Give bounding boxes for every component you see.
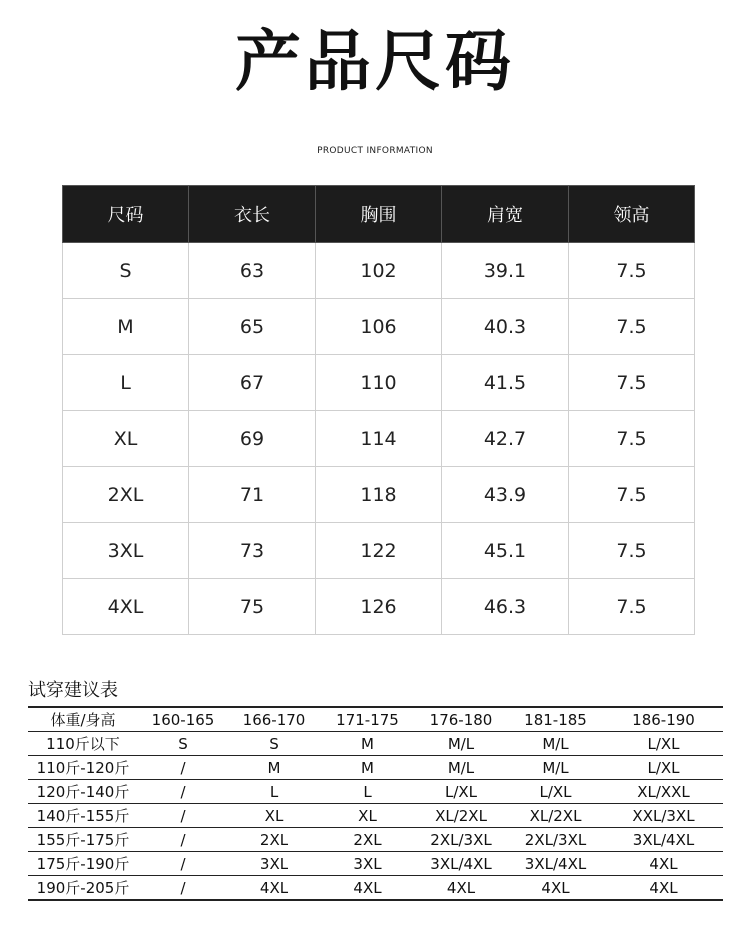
fit-cell: XL/XXL — [604, 780, 723, 804]
fit-cell: XL — [320, 804, 415, 828]
shoulder-cell: 39.1 — [442, 243, 569, 299]
shoulder-cell: 43.9 — [442, 467, 569, 523]
chest-cell: 118 — [316, 467, 442, 523]
shoulder-cell: 40.3 — [442, 299, 569, 355]
size-cell: S — [63, 243, 189, 299]
fit-cell: 3XL — [320, 852, 415, 876]
size-cell: 2XL — [63, 467, 189, 523]
chest-cell: 126 — [316, 579, 442, 635]
table-row — [28, 756, 723, 780]
length-cell: 65 — [189, 299, 316, 355]
collar-cell: 7.5 — [569, 299, 695, 355]
table-row — [63, 579, 695, 635]
size-header-cell: 胸围 — [316, 186, 442, 243]
size-header-cell: 衣长 — [189, 186, 316, 243]
fit-cell: 4XL — [228, 876, 320, 901]
size-header-cell: 领高 — [569, 186, 695, 243]
fit-cell: / — [138, 876, 228, 901]
fit-cell: 3XL/4XL — [415, 852, 507, 876]
fit-cell: 4XL — [604, 852, 723, 876]
size-table — [62, 185, 695, 635]
fit-cell: XL — [228, 804, 320, 828]
fit-cell: L/XL — [604, 756, 723, 780]
fit-header-cell: 186-190 — [604, 707, 723, 732]
fit-cell: 2XL/3XL — [415, 828, 507, 852]
table-row — [63, 299, 695, 355]
table-row — [28, 828, 723, 852]
collar-cell: 7.5 — [569, 243, 695, 299]
fit-header-cell: 171-175 — [320, 707, 415, 732]
fit-header-cell: 体重/身高 — [28, 707, 138, 732]
weight-cell: 110斤-120斤 — [28, 756, 138, 780]
length-cell: 73 — [189, 523, 316, 579]
size-cell: XL — [63, 411, 189, 467]
table-row — [28, 876, 723, 901]
length-cell: 67 — [189, 355, 316, 411]
size-header-cell: 尺码 — [63, 186, 189, 243]
table-row — [28, 780, 723, 804]
fit-cell: 4XL — [320, 876, 415, 901]
fit-header-row — [28, 707, 723, 732]
fit-cell: XL/2XL — [507, 804, 604, 828]
fit-cell: M — [320, 732, 415, 756]
length-cell: 69 — [189, 411, 316, 467]
fit-cell: M — [228, 756, 320, 780]
fit-header-cell: 166-170 — [228, 707, 320, 732]
collar-cell: 7.5 — [569, 579, 695, 635]
table-row — [28, 852, 723, 876]
shoulder-cell: 46.3 — [442, 579, 569, 635]
fit-cell: 3XL/4XL — [604, 828, 723, 852]
fit-header-cell: 181-185 — [507, 707, 604, 732]
length-cell: 71 — [189, 467, 316, 523]
fit-cell: XXL/3XL — [604, 804, 723, 828]
weight-cell: 190斤-205斤 — [28, 876, 138, 901]
size-cell: 4XL — [63, 579, 189, 635]
chest-cell: 110 — [316, 355, 442, 411]
fit-cell: L/XL — [604, 732, 723, 756]
fit-cell: / — [138, 852, 228, 876]
chest-cell: 102 — [316, 243, 442, 299]
page-title: 产品尺码 — [235, 23, 515, 100]
fit-cell: S — [228, 732, 320, 756]
weight-cell: 120斤-140斤 — [28, 780, 138, 804]
table-row — [63, 467, 695, 523]
table-row — [28, 804, 723, 828]
fit-cell: M/L — [415, 756, 507, 780]
collar-cell: 7.5 — [569, 411, 695, 467]
fit-header-cell: 176-180 — [415, 707, 507, 732]
table-row — [63, 523, 695, 579]
fit-cell: L — [320, 780, 415, 804]
fit-cell: XL/2XL — [415, 804, 507, 828]
weight-cell: 155斤-175斤 — [28, 828, 138, 852]
weight-cell: 140斤-155斤 — [28, 804, 138, 828]
fit-cell: / — [138, 828, 228, 852]
fit-cell: 4XL — [604, 876, 723, 901]
table-row — [63, 355, 695, 411]
table-row — [63, 243, 695, 299]
table-row — [63, 411, 695, 467]
chest-cell: 106 — [316, 299, 442, 355]
size-cell: L — [63, 355, 189, 411]
shoulder-cell: 42.7 — [442, 411, 569, 467]
fit-cell: L/XL — [507, 780, 604, 804]
fit-guide-table — [28, 706, 723, 901]
shoulder-cell: 45.1 — [442, 523, 569, 579]
weight-cell: 110斤以下 — [28, 732, 138, 756]
size-header-cell: 肩宽 — [442, 186, 569, 243]
shoulder-cell: 41.5 — [442, 355, 569, 411]
fit-guide-title: 试穿建议表 — [28, 680, 118, 701]
fit-cell: / — [138, 780, 228, 804]
fit-cell: / — [138, 804, 228, 828]
length-cell: 63 — [189, 243, 316, 299]
fit-cell: 4XL — [415, 876, 507, 901]
fit-cell: 2XL — [228, 828, 320, 852]
collar-cell: 7.5 — [569, 355, 695, 411]
size-table-header-row — [63, 186, 695, 243]
fit-cell: 3XL/4XL — [507, 852, 604, 876]
fit-cell: L/XL — [415, 780, 507, 804]
fit-cell: 2XL — [320, 828, 415, 852]
chest-cell: 122 — [316, 523, 442, 579]
fit-cell: M — [320, 756, 415, 780]
fit-cell: 2XL/3XL — [507, 828, 604, 852]
size-cell: M — [63, 299, 189, 355]
table-row — [28, 732, 723, 756]
length-cell: 75 — [189, 579, 316, 635]
fit-cell: S — [138, 732, 228, 756]
fit-cell: 3XL — [228, 852, 320, 876]
fit-cell: M/L — [507, 732, 604, 756]
chest-cell: 114 — [316, 411, 442, 467]
fit-cell: M/L — [415, 732, 507, 756]
fit-cell: 4XL — [507, 876, 604, 901]
fit-cell: M/L — [507, 756, 604, 780]
fit-cell: / — [138, 756, 228, 780]
page-subtitle: PRODUCT INFORMATION — [317, 146, 433, 156]
weight-cell: 175斤-190斤 — [28, 852, 138, 876]
size-cell: 3XL — [63, 523, 189, 579]
collar-cell: 7.5 — [569, 467, 695, 523]
collar-cell: 7.5 — [569, 523, 695, 579]
fit-header-cell: 160-165 — [138, 707, 228, 732]
fit-cell: L — [228, 780, 320, 804]
